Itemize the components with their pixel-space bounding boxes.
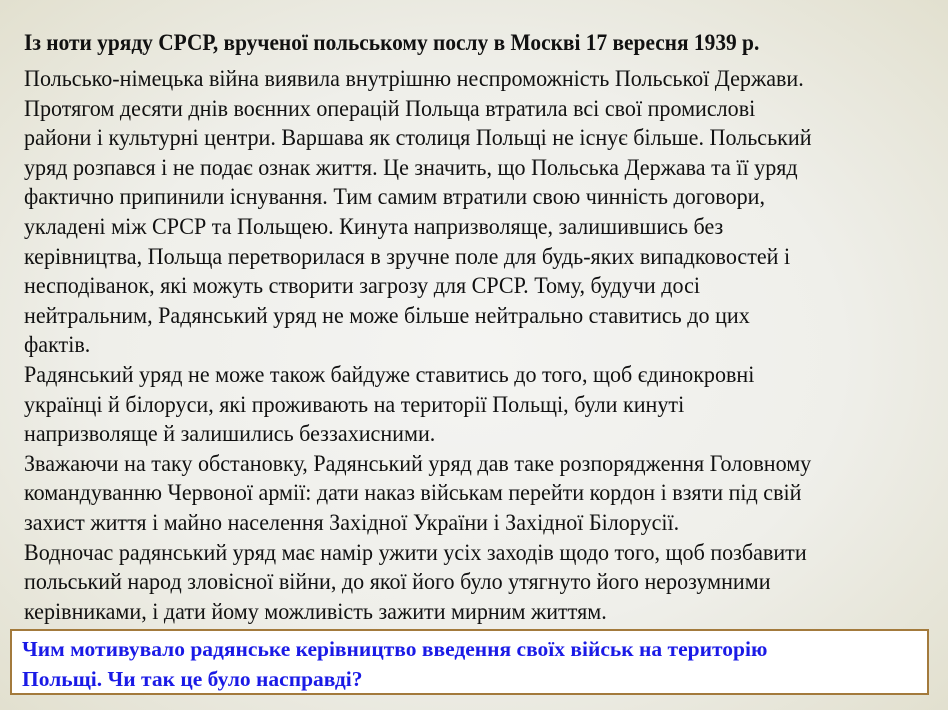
question-box bbox=[10, 629, 929, 695]
body-line: командуванню Червоної армії: дати наказ військам перейти кордон і взяти під свій bbox=[24, 480, 802, 506]
body-line: напризволяще й залишились беззахисними. bbox=[24, 421, 436, 447]
body-line: Водночас радянський уряд має намір ужити усіх заходів щодо того, щоб позбавити bbox=[24, 539, 807, 565]
document-body bbox=[24, 64, 844, 626]
body-line: райони і культурні центри. Варшава як столиця Польщі не існує більше. Польський bbox=[24, 125, 812, 151]
question-line-2: Польщі. Чи так це було насправді? bbox=[22, 667, 363, 691]
body-line: польський народ зловісної війни, до якої його було утягнуто його нерозумними bbox=[24, 569, 771, 595]
document-title: Із ноти уряду СРСР, врученої польському послу в Москві 17 вересня 1939 р. bbox=[24, 30, 760, 55]
question-line-1: Чим мотивувало радянське керівництво введення своїх військ на територію bbox=[22, 637, 768, 661]
body-line: керівниками, і дати йому можливість зажити мирним життям. bbox=[24, 598, 607, 624]
body-line: несподіванок, які можуть створити загрозу для СРСР. Тому, будучи досі bbox=[24, 273, 701, 299]
body-line: Польсько-німецька війна виявила внутрішню неспроможність Польської Держави. bbox=[24, 66, 804, 91]
body-line: фактично припинили існування. Тим самим втратили свою чинність договори, bbox=[24, 184, 765, 210]
body-line: захист життя і майно населення Західної України і Західної Білорусії. bbox=[24, 509, 680, 535]
body-line: керівництва, Польща перетворилася в зручне поле для будь-яких випадковостей і bbox=[24, 243, 791, 269]
body-line: фактів. bbox=[24, 332, 91, 358]
body-line: Протягом десяти днів воєнних операцій Польща втратила всі свої промислові bbox=[24, 95, 756, 121]
body-line: Радянський уряд не може також байдуже ставитись до того, щоб єдинокровні bbox=[24, 361, 755, 387]
body-line: Зважаючи на таку обстановку, Радянський уряд дав таке розпорядження Головному bbox=[24, 450, 812, 476]
body-line: нейтральним, Радянський уряд не може більше нейтрально ставитись до цих bbox=[24, 302, 750, 328]
body-line: уряд розпався і не подає ознак життя. Це значить, що Польська Держава та її уряд bbox=[24, 154, 798, 180]
body-line: укладені між СРСР та Польщею. Кинута напризволяще, залишившись без bbox=[24, 213, 724, 239]
body-line: українці й білоруси, які проживають на території Польщі, були кинуті bbox=[24, 391, 685, 417]
